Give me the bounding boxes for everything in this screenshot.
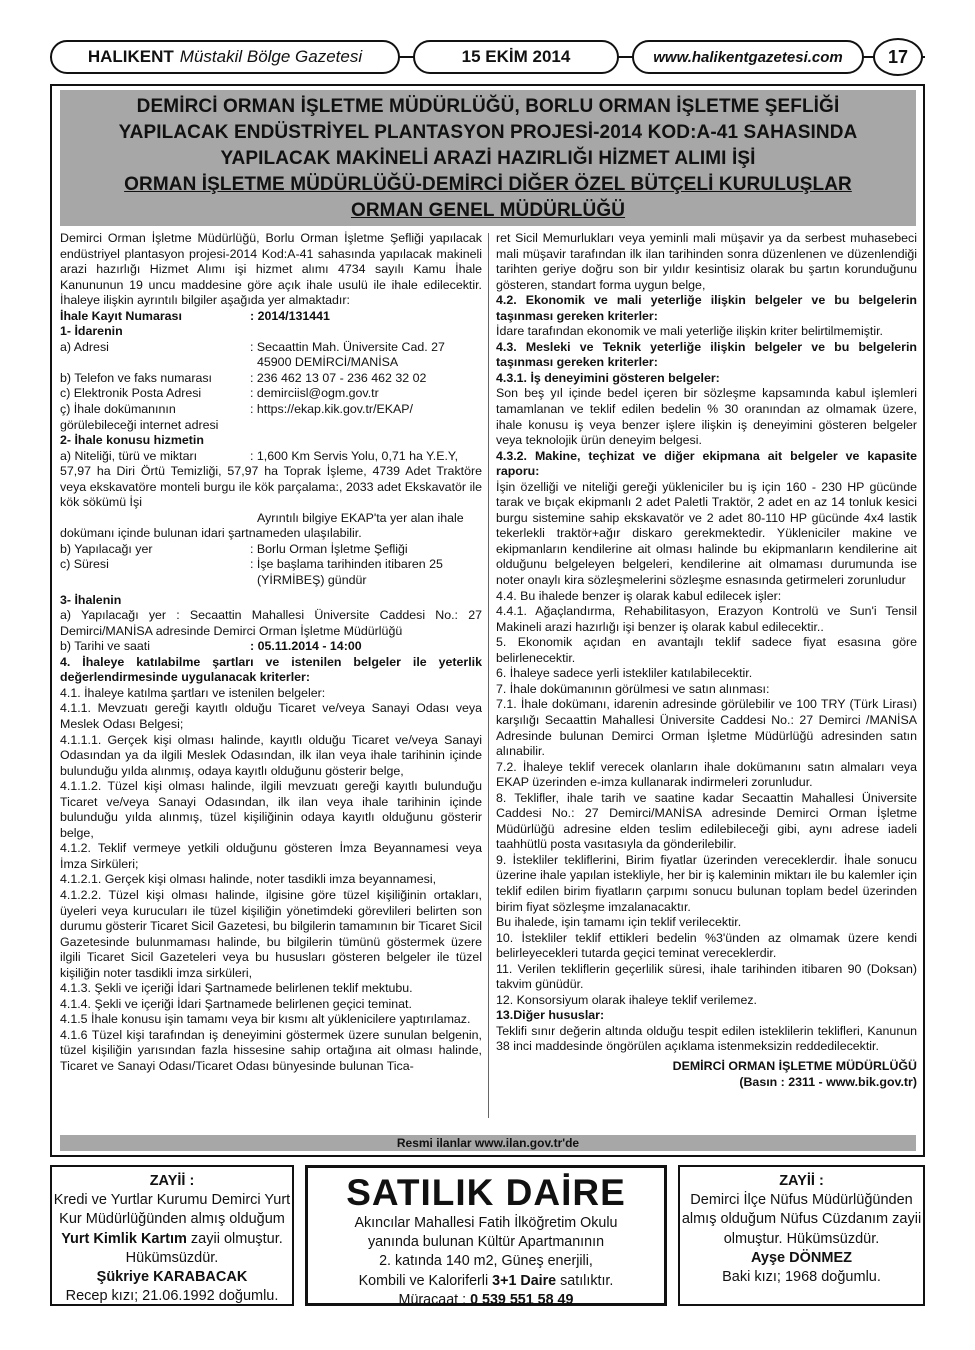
kayit-value: : 2014/131441 xyxy=(250,308,330,323)
notice-paragraph: 4.3.2. Makine, teçhizat ve diğer ekipmana ait belgeler ve kapasite raporu: xyxy=(496,448,917,479)
website-link[interactable]: www.halikentgazetesi.com xyxy=(632,40,864,74)
ad-sale-line: Akıncılar Mahallesi Fatih İlköğretim Okulu xyxy=(354,1215,618,1231)
sure-value-2: (YİRMİBEŞ) gündür xyxy=(257,573,367,588)
notice-paragraph: 4.4. Bu ihalede benzer iş olarak kabul edilecek işler: xyxy=(496,588,782,603)
ad-owner-detail: Recep kızı; 21.06.1992 doğumlu. xyxy=(65,1288,279,1305)
notice-subtitle-line: ORMAN İŞLETME MÜDÜRLÜĞÜ-DEMİRCİ DİĞER ÖZEL BÜTÇELİ KURULUŞLAR xyxy=(124,174,852,195)
notice-paragraph: 13.Diğer hususlar: xyxy=(496,1008,605,1023)
eposta-label: c) Elektronik Posta Adresi xyxy=(60,386,202,401)
ad-lost-id-wallet xyxy=(678,1165,925,1306)
ad-body-bold: Yurt Kimlik Kartım xyxy=(61,1230,187,1247)
ad-contact-label: Müracaat : xyxy=(398,1291,467,1308)
issue-date: 15 EKİM 2014 xyxy=(413,40,619,74)
notice-paragraph: ret Sicil Memurlukları veya yeminli mali müşavir ya da serbest muhasebeci mali müşavir tarafından ilk ilan tarihinden sonra düzenlenen ve düzenlendiği tarihten geriye doğru son bir yıldır kesintisiz olarak bu şartın korunduğunu gösteren, standart forma uygun belge, xyxy=(496,231,917,292)
notice-paragraph: 4.1.6 Tüzel kişi tarafından iş deneyimini göstermek üzere sunulan belgenin, tüzel kişiliğin yarısından fazla hissesine sahip ortağına ait olması halinde, Ticaret ve Sanayi Odası/Ticaret Odası bünyesinde bulunan Tica- xyxy=(60,1027,482,1073)
ad-sale-line: yanında bulunan Kültür Apartmanının xyxy=(367,1234,605,1251)
ihale-yer: a) Yapılacağı yer : Secaattin Mahallesi Üniversite Caddesi No.: 27 Demirci/MANİSA adresinde Demirci Orman İşletme Müdürlüğü xyxy=(60,608,482,638)
left-paragraphs xyxy=(60,655,482,1075)
basin-reference: (Basın : 2311 - www.bik.gov.tr) xyxy=(739,1074,917,1089)
konu-heading: 2- İhale konusu hizmetin xyxy=(60,433,204,448)
ihalenin-heading: 3- İhalenin xyxy=(60,592,122,607)
ayrinti-line: Ayrıntılı bilgiye EKAP'ta yer alan ihale xyxy=(257,510,464,525)
newspaper-title: HALIKENT xyxy=(87,47,174,66)
eposta-value[interactable]: : demirciisl@ogm.gov.tr xyxy=(250,386,379,401)
notice-footer: Resmi ilanlar www.ilan.gov.tr'de xyxy=(60,1135,916,1151)
ad-title: ZAYİİ : xyxy=(149,1173,195,1189)
notice-paragraph: 7.1. İhale dokümanı, idarenin adresinde görülebilir ve 100 TRY (Türk Lirası) karşılığı Secaattin Mahallesi Üniversite Caddesi No.: 27 Demirci /MANİSA Adresinde bulunan Demirci Orman İşletme Müdürlüğü adresinden satın alınabilir. xyxy=(496,697,917,759)
notice-paragraph: 4.1.5 İhale konusu işin tamamı veya bir kısmı alt yüklenicilere yaptırılamaz. xyxy=(60,1012,471,1027)
tarih-value: : 05.11.2014 - 14:00 xyxy=(250,639,362,654)
telefon-value: : 236 462 13 07 - 236 462 32 02 xyxy=(250,370,427,385)
ad-sale-line: 2. katında 140 m2, Güneş enerjili, xyxy=(379,1253,593,1270)
notice-paragraph: 4.1.1.1. Gerçek kişi olması halinde, kayıtlı olduğu Ticaret ve/veya Sanayi Odasından ya da ilgili Meslek Odasından, ilk ilan veya ihale tarihinin içinde bulunduğu yılda alınmış, odaya kayıtlı olduğunu gösterir belge, xyxy=(60,732,482,778)
notice-paragraph: 4.1.1.2. Tüzel kişi olması halinde, ilgili mevzuatı gereği kayıtlı bulunduğu Ticaret ve/veya Sanayi Odasından, ilk ilan veya ihale tarihinin içinde bulunduğu yılda alınmış, tüzel kişiliğinin odaya kayıtlı olduğunu gösterir belge, xyxy=(60,779,482,840)
notice-paragraph: 8. Teklifler, ihale tarih ve saatine kadar Secaattin Mahallesi Üniversite Caddesi No.: 27 Demirci/MANİSA adresinde Demirci Orman İşletme Müdürlüğü adresine elden teslim edilebileceği gibi, aynı adrese iadeli taahhütlü posta vasıtasıyla da gönderilebilir. xyxy=(496,790,917,852)
notice-paragraph: 7.2. İhaleye teklif verecek olanların ihale dokümanını satın almaları veya EKAP üzerinden e-imza kullanarak indirmeleri zorunludur. xyxy=(496,759,917,790)
notice-paragraph: 4.4.1. Ağaçlandırma, Rehabilitasyon, Erazyon Kontrolü ve Sun'i Tensil Makineli arazi hazırlığı işi benzer iş olarak kabul edilecektir.. xyxy=(496,604,917,634)
idare-heading: 1- İdarenin xyxy=(60,324,123,339)
ad-owner-detail: Baki kızı; 1968 doğumlu. xyxy=(722,1269,881,1286)
ad-apartment-for-sale xyxy=(305,1165,667,1306)
tarih-label: b) Tarihi ve saati xyxy=(60,639,150,654)
notice-paragraph: Teklifi sınır değerin altında olduğu tespit edilen isteklilerin teklifleri, Kanunun 38 inci maddesinde öngörülen açıklama istenmeksizin reddedilecektir. xyxy=(496,1023,917,1054)
notice-paragraph: 4.1.1. Mevzuatı gereği kayıtlı olduğu Ticaret ve/veya Sanayi Odası veya Meslek Odası Belgesi; xyxy=(60,701,482,731)
sure-label: c) Süresi xyxy=(60,557,109,572)
tarih-row xyxy=(60,639,482,655)
kayit-row xyxy=(60,309,482,325)
eposta-row xyxy=(60,386,482,402)
sure-value: : İşe başlama tarihinden itibaren 25 xyxy=(250,557,443,572)
ad-sale-line xyxy=(308,1272,664,1291)
notice-title-block xyxy=(60,90,916,226)
right-paragraphs xyxy=(496,231,917,1055)
notice-paragraph: 7. İhale dokümanının görülmesi ve satın alınması: xyxy=(496,681,770,696)
notice-paragraph: 4.1. İhaleye katılma şartları ve istenilen belgeler: xyxy=(60,685,326,700)
ad-title: ZAYİİ : xyxy=(779,1173,824,1189)
ad-sale-status: satılıktır. xyxy=(560,1272,614,1289)
notice-paragraph: İdare tarafından ekonomik ve mali yeterliğe ilişkin kriter belirtilmemiştir. xyxy=(496,324,884,339)
ad-sale-contact xyxy=(308,1291,664,1310)
ad-contact-phone[interactable]: 0 539 551 58 49 xyxy=(470,1291,574,1308)
ad-sale-title: SATILIK DAİRE xyxy=(346,1172,626,1213)
yer-label: b) Yapılacağı yer xyxy=(60,541,153,556)
notice-intro: Demirci Orman İşletme Müdürlüğü, Borlu Orman İşletme Şefliği yapılacak endüstriyel plantasyon projesi-2014 Kod:A-41 sahasında yapılacak makineli arazi hazırlığı Hizmet Alımı işi hizmet alımı 4734 sayılı Kamu İhale Kanununun 19 uncu maddesine göre açık ihale usulü ile ihale edilecektir. İhaleye ilişkin ayrıntılı bilgiler aşağıda yer almaktadır: xyxy=(60,231,482,308)
ad-sale-rooms: 3+1 Daire xyxy=(492,1272,557,1289)
adres-row xyxy=(60,340,482,356)
notice-paragraph: 4.2. Ekonomik ve mali yeterliğe ilişkin belgeler ve bu belgelerin taşınması gereken kriterler: xyxy=(496,293,917,323)
telefon-row xyxy=(60,371,482,387)
yer-value: : Borlu Orman İşletme Şefliği xyxy=(250,541,408,556)
dokuman-label: ç) İhale dokümanının xyxy=(60,402,176,417)
notice-paragraph: Bu ihalede, işin tamamı için teklif verilecektir. xyxy=(496,915,742,930)
notice-paragraph: 4.1.3. Şekli ve içeriği İdari Şartnamede belirlenen teklif mektubu. xyxy=(60,981,413,996)
adres-label: a) Adresi xyxy=(60,339,109,354)
notice-paragraph: 4.1.2.1. Gerçek kişi olması halinde, noter tasdikli imza beyannamesi, xyxy=(60,872,437,887)
newspaper-subtitle: Müstakil Bölge Gazetesi xyxy=(179,47,363,66)
notice-paragraph: 4.1.2.2. Tüzel kişi olması halinde, ilgisine göre tüzel kişiliğinin ortakları, üyeleri veya kurucuları ile tüzel kişiliğin yönetimdeki görevlileri belirten son durumu gösterir Ticaret Sicil Gazetesi, bu bilgilerin tamamının bir Ticaret Sicil Gazetesinde bulunmaması halinde, bu bilgilerin tümünü göstermek üzere ilgili Ticaret Sicil Gazeteleri veya bu hususları gösteren belgeler ile tüzel kişiliğin noter tasdikli imza sirküleri, xyxy=(60,887,482,980)
notice-left-column xyxy=(60,231,482,1075)
yer-row xyxy=(60,542,482,558)
notice-paragraph: 4.3.1. İş deneyimini gösteren belgeler: xyxy=(496,370,720,385)
dokuman-row xyxy=(60,402,482,418)
ad-lost-id-card xyxy=(50,1165,294,1306)
nitelik-cont: 57,97 ha Diri Örtü Temizliği, 57,97 ha Toprak İşleme, 4739 Adet Traktöre veya ekskavatöre monteli burgu ile kök parçalama:, 2033 adet Ekskavatör ile kök sökümü İşi xyxy=(60,464,482,510)
ad-body: Demirci İlçe Nüfus Müdürlüğünden almış olduğum Nüfus Cüzdanım zayii olmuştur. Hükümsüzdür. xyxy=(681,1192,922,1247)
notice-signature: DEMİRCİ ORMAN İŞLETME MÜDÜRLÜĞÜ xyxy=(672,1058,917,1073)
notice-title-line: YAPILACAK ENDÜSTRİYEL PLANTASYON PROJESİ-2014 KOD:A-41 SAHASINDA xyxy=(118,122,858,143)
notice-paragraph: 4.3. Mesleki ve Teknik yeterliğe ilişkin belgeler ve bu belgelerin taşınması gereken kriterler: xyxy=(496,339,917,370)
nitelik-row xyxy=(60,449,482,465)
ayrinti-cont: dokümanı içinde bulunan idari şartnameden ulaşılabilir. xyxy=(60,526,362,541)
adres-value: : Secaattin Mah. Üniversite Cad. 27 xyxy=(250,339,445,354)
ad-body-text: Kredi ve Yurtlar Kurumu Demirci Yurt Kur Müdürlüğünden almış olduğum xyxy=(53,1192,291,1228)
notice-title-line: YAPILACAK MAKİNELİ ARAZİ HAZIRLIĞI HİZMET ALIMI İŞİ xyxy=(220,148,756,169)
notice-paragraph: 4. İhaleye katılabilme şartları ve istenilen belgeler ile yeterlik değerlendirmesinde uygulanacak kriterler: xyxy=(60,654,482,685)
column-divider xyxy=(488,233,489,1118)
ad-owner-name: Şükriye KARABACAK xyxy=(96,1269,248,1286)
adres-value-2: 45900 DEMİRCİ/MANİSA xyxy=(257,355,399,370)
ad-body-text-2: zayii olmuştur. Hükümsüzdür. xyxy=(125,1230,283,1266)
notice-paragraph: 10. İstekliler teklif ettikleri bedelin %3'ünden az olmamak üzere kendi belirleyecekleri tutarda geçici teminat vereceklerdir. xyxy=(496,930,917,961)
notice-paragraph: İşin özelliği ve niteliği gereği yükleniciler bu iş için 160 - 230 HP gücünde tarak ve bıçak ekipmanlı 2 adet Paletli Traktör, 2 adet en az 14 tonluk kesici burgu sistemine sahip ekskavatör ve 2 adet 80-110 HP gücünde 4x4 lastik tekerlekli traktör+ağır diskaro gerekmektedir. Yükleniciler makine ve ekipmanların kendilerine ait olması halinde bu ekipmanların kendilerine ait olduğunu belgeleyen belgeleri, kendilerine ait olmaması durumunda ise noter onaylı kira sözleşmelerini sözleşme esnasında getirmeleri zorunludur xyxy=(496,479,917,588)
notice-title-line: DEMİRCİ ORMAN İŞLETME MÜDÜRLÜĞÜ, BORLU ORMAN İŞLETME ŞEFLİĞİ xyxy=(136,96,840,117)
dokuman-cont: görülebileceği internet adresi xyxy=(60,417,219,432)
notice-paragraph: 4.1.4. Şekli ve içeriği İdari Şartnamede belirlenen geçici teminat. xyxy=(60,996,412,1011)
telefon-label: b) Telefon ve faks numarası xyxy=(60,370,212,385)
sure-row xyxy=(60,557,482,573)
notice-paragraph: Son beş yıl içinde bedel içeren bir sözleşme kapsamında kabul işlemleri tamamlanan ve teklif edilen bedelin % 30 oranından az olmamak üzere, ihale konusu iş veya benzer işlere ilişkin iş deneyimini gösteren belgeler veya teknolojik ürün deneyim belgesi. xyxy=(496,386,917,448)
kayit-label: İhale Kayıt Numarası xyxy=(60,308,182,323)
notice-right-column xyxy=(496,231,917,1090)
newspaper-name xyxy=(50,40,400,74)
notice-paragraph: 11. Verilen tekliflerin geçerlilik süresi, ihale tarihinden itibaren 90 (Doksan) takvim günüdür. xyxy=(496,961,917,992)
ad-sale-features: Kombili ve Kaloriferli xyxy=(358,1272,489,1289)
notice-subtitle-line: ORMAN GENEL MÜDÜRLÜĞÜ xyxy=(350,200,626,221)
notice-paragraph: 12. Konsorsiyum olarak ihaleye teklif verilemez. xyxy=(496,992,758,1007)
nitelik-label: a) Niteliği, türü ve miktarı xyxy=(60,448,198,463)
ad-owner-name: Ayşe DÖNMEZ xyxy=(751,1249,852,1266)
dokuman-link[interactable]: : https://ekap.kik.gov.tr/EKAP/ xyxy=(250,402,413,417)
notice-paragraph: 5. Ekonomik açıdan en avantajlı teklif sadece fiyat esasına göre belirlenecektir. xyxy=(496,635,917,665)
notice-paragraph: 4.1.2. Teklif vermeye yetkili olduğunu gösteren İmza Beyannamesi veya İmza Sirküleri; xyxy=(60,841,482,871)
page-number: 17 xyxy=(873,38,923,76)
ad-body xyxy=(52,1191,292,1268)
nitelik-value: : 1,600 Km Servis Yolu, 0,71 ha Y.E.Y, xyxy=(250,448,459,463)
notice-paragraph: 6. İhaleye sadece yerli istekliler katılabilecektir. xyxy=(496,666,753,681)
notice-paragraph: 9. İstekliler tekliflerini, Birim fiyatlar üzerinden vereceklerdir. İhale sonucu üzerine ihale yapılan istekliyle, her bir iş kaleminin miktarı ile bu kalemler için teklif edilen birim fiyatların çarpımı sonucu bulunan toplam bedel üzerinden birim fiyat sözleşme imzalanacaktır. xyxy=(496,852,917,914)
